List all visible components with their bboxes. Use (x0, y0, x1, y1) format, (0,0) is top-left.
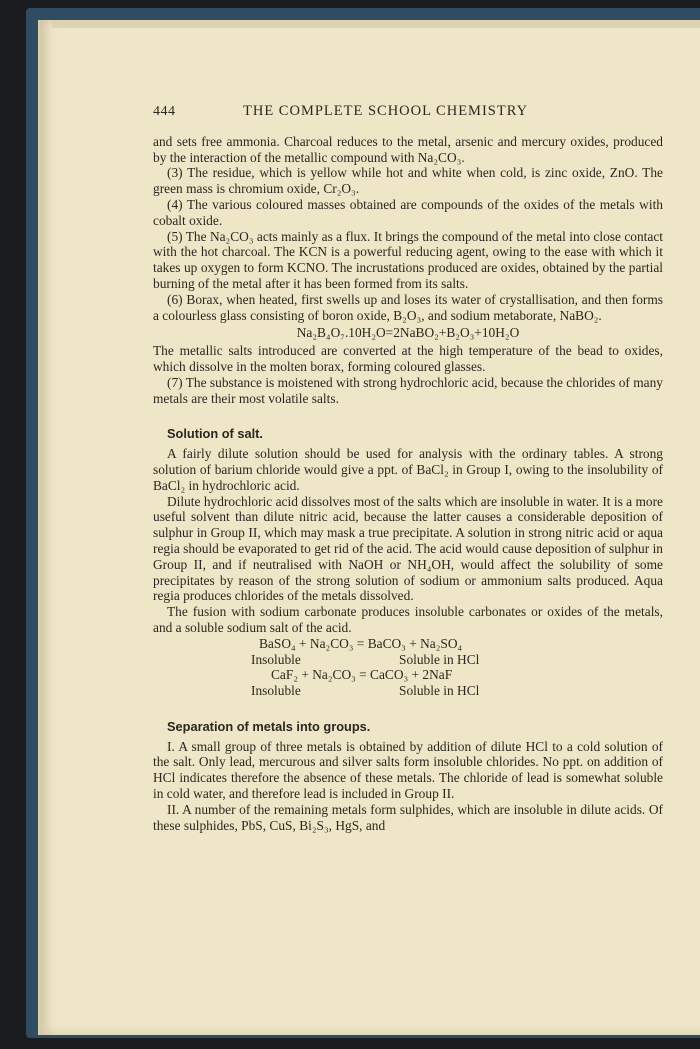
borax-equation: Na₂B₄O₇.10H₂O=2NaBO₂+B₂O₃+10H₂O (296, 325, 520, 341)
page-content (153, 104, 663, 833)
paragraph: (7) The substance is moistened with strong hydrochloric acid, because the chlorides of many metals are their most volatile salts. (153, 374, 663, 406)
reaction-equation: CaF₂ + Na₂CO₃ = CaCO₃ + 2NaF (271, 667, 453, 683)
paragraph: Dilute hydrochloric acid dissolves most of the salts which are insoluble in water. It is a more useful solvent than dilute nitric acid, because the latter causes a considerable deposition of sulphur in Group II, which may mask a true precipitate. A solution in strong nitric acid or aqua regia should be evaporated to get rid of the acid. The acid would cause deposition of sulphur in Group II, and if neutralised with NaOH or NH₄OH, would affect the solubility of some precipitates by reason of the strong solution of sodium or ammonium salts produced. Aqua regia produces chlorides of the metals dissolved. (153, 493, 663, 604)
reaction-notes (153, 652, 663, 668)
note-soluble: Soluble in HCl (399, 651, 480, 667)
paragraph: A fairly dilute solution should be used for analysis with the ordinary tables. A strong solution of barium chloride would give a ppt. of BaCl₂ in Group I, owing to the insolubility of BaCl₂ in hydrochloric acid. (153, 446, 663, 493)
page-edge (52, 20, 700, 28)
page-number: 444 (153, 104, 176, 119)
note-soluble: Soluble in HCl (399, 683, 480, 699)
paragraph: (5) The Na₂CO₃ acts mainly as a flux. It brings the compound of the metal into close contact with the hot charcoal. The KCN is a powerful reducing agent, owing to the ease with which it takes up oxygen to form KCNO. The incrustations produced are oxides, obtained by the partial burning of the metal after it has been formed from its salts. (153, 228, 663, 291)
paragraph: I. A small group of three metals is obtained by addition of dilute HCl to a cold solution of the salt. Only lead, mercurous and silver salts form insoluble chlorides. No ppt. on addition of HCl indicates therefore the absence of these metals. The chloride of lead is somewhat soluble in cold water, and therefore lead is included in Group II. (153, 738, 663, 802)
paragraph: (6) Borax, when heated, first swells up and loses its water of crystallisation, and then forms a colourless glass consisting of boron oxide, B₂O₃, and sodium metaborate, NaBO₂. (153, 291, 663, 323)
paragraph: II. A number of the remaining metals form sulphides, which are insoluble in dilute acids. Of these sulphides, PbS, CuS, Bi₂S₃, HgS, and (153, 801, 663, 833)
running-title: THE COMPLETE SCHOOL CHEMISTRY (243, 103, 529, 119)
paragraph: (3) The residue, which is yellow while hot and white when cold, is zinc oxide, ZnO. The green mass is chromium oxide, Cr₂O₃. (153, 165, 663, 197)
note-insoluble: Insoluble (251, 683, 301, 699)
running-header (153, 104, 663, 120)
section-heading: Separation of metals into groups. (167, 718, 371, 734)
reaction-block (153, 636, 663, 699)
paragraph: (4) The various coloured masses obtained are compounds of the oxides of the metals with cobalt oxide. (153, 196, 663, 228)
paragraph: The metallic salts introduced are converted at the high temperature of the bead to oxides, which dissolve in the molten borax, forming coloured glasses. (153, 343, 663, 374)
note-insoluble: Insoluble (251, 651, 301, 667)
section-heading: Solution of salt. (167, 426, 263, 442)
reaction-notes (153, 683, 663, 699)
reaction-equation: BaSO₄ + Na₂CO₃ = BaCO₃ + Na₂SO₄ (259, 635, 463, 651)
paragraph: The fusion with sodium carbonate produces insoluble carbonates or oxides of the metals, and a soluble sodium salt of the acid. (153, 604, 663, 635)
paragraph: and sets free ammonia. Charcoal reduces to the metal, arsenic and mercury oxides, produced by the interaction of the metallic compound with Na₂CO₃. (153, 133, 663, 165)
